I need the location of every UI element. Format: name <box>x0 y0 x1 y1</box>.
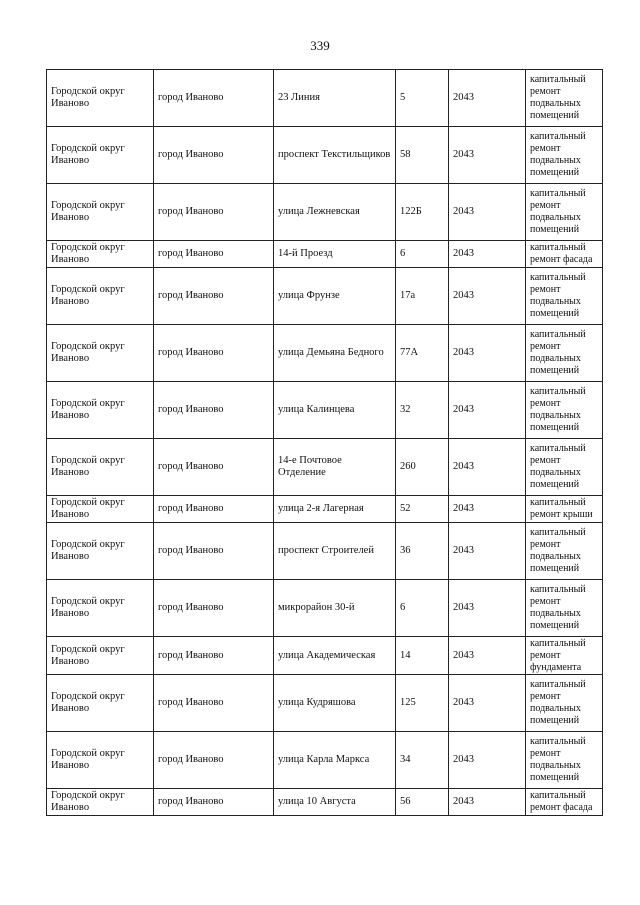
house-cell: 58 <box>396 127 449 184</box>
okrug-cell: Городской округ Иваново <box>47 325 154 382</box>
work-type-cell: капитальный ремонт подвальных помещений <box>526 439 603 496</box>
okrug-cell: Городской округ Иваново <box>47 580 154 637</box>
house-cell: 122Б <box>396 184 449 241</box>
okrug-cell: Городской округ Иваново <box>47 675 154 732</box>
work-type-cell: капитальный ремонт подвальных помещений <box>526 732 603 789</box>
year-cell: 2043 <box>449 675 526 732</box>
year-cell: 2043 <box>449 789 526 816</box>
house-cell: 17а <box>396 268 449 325</box>
okrug-cell: Городской округ Иваново <box>47 523 154 580</box>
settlement-cell: город Иваново <box>154 70 274 127</box>
table-row <box>47 675 603 732</box>
street-cell: улица Калинцева <box>274 382 396 439</box>
settlement-cell: город Иваново <box>154 325 274 382</box>
work-type-cell: капитальный ремонт подвальных помещений <box>526 580 603 637</box>
house-cell: 56 <box>396 789 449 816</box>
work-type-cell: капитальный ремонт подвальных помещений <box>526 382 603 439</box>
street-cell: 14-е Почтовое Отделение <box>274 439 396 496</box>
okrug-cell: Городской округ Иваново <box>47 127 154 184</box>
settlement-cell: город Иваново <box>154 268 274 325</box>
settlement-cell: город Иваново <box>154 580 274 637</box>
settlement-cell: город Иваново <box>154 675 274 732</box>
year-cell: 2043 <box>449 637 526 675</box>
year-cell: 2043 <box>449 439 526 496</box>
year-cell: 2043 <box>449 523 526 580</box>
table-row <box>47 325 603 382</box>
house-cell: 5 <box>396 70 449 127</box>
street-cell: улица 10 Августа <box>274 789 396 816</box>
table-row <box>47 241 603 268</box>
house-cell: 77А <box>396 325 449 382</box>
street-cell: улица Фрунзе <box>274 268 396 325</box>
table-row <box>47 496 603 523</box>
okrug-cell: Городской округ Иваново <box>47 382 154 439</box>
house-cell: 32 <box>396 382 449 439</box>
work-type-cell: капитальный ремонт фасада <box>526 241 603 268</box>
page-number: 339 <box>310 38 330 53</box>
okrug-cell: Городской округ Иваново <box>47 268 154 325</box>
house-cell: 6 <box>396 241 449 268</box>
year-cell: 2043 <box>449 325 526 382</box>
table-row <box>47 637 603 675</box>
okrug-cell: Городской округ Иваново <box>47 70 154 127</box>
street-cell: проспект Строителей <box>274 523 396 580</box>
work-type-cell: капитальный ремонт подвальных помещений <box>526 127 603 184</box>
okrug-cell: Городской округ Иваново <box>47 732 154 789</box>
table-row <box>47 732 603 789</box>
okrug-cell: Городской округ Иваново <box>47 637 154 675</box>
year-cell: 2043 <box>449 580 526 637</box>
table-row <box>47 127 603 184</box>
street-cell: улица 2-я Лагерная <box>274 496 396 523</box>
settlement-cell: город Иваново <box>154 789 274 816</box>
year-cell: 2043 <box>449 382 526 439</box>
housing-repair-table <box>46 69 603 816</box>
house-cell: 34 <box>396 732 449 789</box>
year-cell: 2043 <box>449 241 526 268</box>
table-row <box>47 580 603 637</box>
settlement-cell: город Иваново <box>154 241 274 268</box>
house-cell: 52 <box>396 496 449 523</box>
settlement-cell: город Иваново <box>154 637 274 675</box>
table-row <box>47 382 603 439</box>
table-row <box>47 789 603 816</box>
street-cell: улица Кудряшова <box>274 675 396 732</box>
settlement-cell: город Иваново <box>154 127 274 184</box>
table-row <box>47 268 603 325</box>
settlement-cell: город Иваново <box>154 439 274 496</box>
table-row <box>47 439 603 496</box>
year-cell: 2043 <box>449 268 526 325</box>
house-cell: 260 <box>396 439 449 496</box>
work-type-cell: капитальный ремонт подвальных помещений <box>526 523 603 580</box>
settlement-cell: город Иваново <box>154 184 274 241</box>
house-cell: 14 <box>396 637 449 675</box>
street-cell: 14-й Проезд <box>274 241 396 268</box>
settlement-cell: город Иваново <box>154 496 274 523</box>
work-type-cell: капитальный ремонт подвальных помещений <box>526 70 603 127</box>
settlement-cell: город Иваново <box>154 382 274 439</box>
work-type-cell: капитальный ремонт фундамента <box>526 637 603 675</box>
okrug-cell: Городской округ Иваново <box>47 184 154 241</box>
okrug-cell: Городской округ Иваново <box>47 439 154 496</box>
settlement-cell: город Иваново <box>154 523 274 580</box>
okrug-cell: Городской округ Иваново <box>47 496 154 523</box>
settlement-cell: город Иваново <box>154 732 274 789</box>
table-row <box>47 70 603 127</box>
okrug-cell: Городской округ Иваново <box>47 241 154 268</box>
house-cell: 125 <box>396 675 449 732</box>
work-type-cell: капитальный ремонт крыши <box>526 496 603 523</box>
okrug-cell: Городской округ Иваново <box>47 789 154 816</box>
street-cell: микрорайон 30-й <box>274 580 396 637</box>
year-cell: 2043 <box>449 496 526 523</box>
house-cell: 36 <box>396 523 449 580</box>
year-cell: 2043 <box>449 70 526 127</box>
street-cell: проспект Текстильщиков <box>274 127 396 184</box>
house-cell: 6 <box>396 580 449 637</box>
year-cell: 2043 <box>449 732 526 789</box>
street-cell: 23 Линия <box>274 70 396 127</box>
work-type-cell: капитальный ремонт подвальных помещений <box>526 184 603 241</box>
table-row <box>47 523 603 580</box>
street-cell: улица Лежневская <box>274 184 396 241</box>
year-cell: 2043 <box>449 184 526 241</box>
work-type-cell: капитальный ремонт фасада <box>526 789 603 816</box>
work-type-cell: капитальный ремонт подвальных помещений <box>526 325 603 382</box>
street-cell: улица Демьяна Бедного <box>274 325 396 382</box>
table-row <box>47 184 603 241</box>
street-cell: улица Карла Маркса <box>274 732 396 789</box>
street-cell: улица Академическая <box>274 637 396 675</box>
work-type-cell: капитальный ремонт подвальных помещений <box>526 675 603 732</box>
year-cell: 2043 <box>449 127 526 184</box>
work-type-cell: капитальный ремонт подвальных помещений <box>526 268 603 325</box>
